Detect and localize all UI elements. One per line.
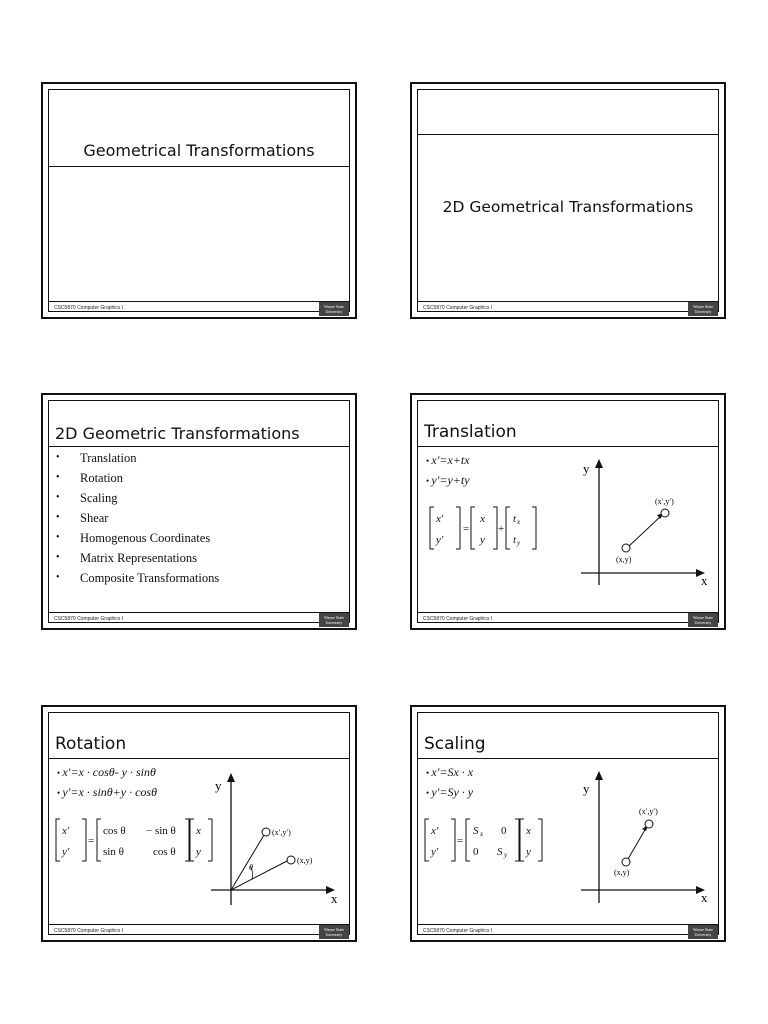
footer-rule (49, 924, 349, 925)
svg-text:cos θ: cos θ (103, 825, 126, 837)
equation-y: • y′=x · sinθ+y · cosθ (57, 785, 157, 800)
svg-text:S: S (497, 846, 503, 858)
slide-title: 2D Geometric Transformations (55, 424, 300, 443)
footer-rule (418, 924, 718, 925)
university-logo: Wayne State University (688, 613, 718, 627)
svg-text:x: x (196, 825, 201, 837)
svg-text:(x′,y′): (x′,y′) (655, 497, 674, 506)
svg-text:(x,y): (x,y) (616, 555, 632, 564)
university-logo: Wayne State University (688, 925, 718, 939)
list-item: • Shear (54, 508, 219, 528)
svg-text:y: y (583, 781, 590, 796)
equation-x: • x′=x · cosθ- y · sinθ (57, 765, 156, 780)
footer-text: CSC5870 Computer Graphics I (54, 616, 124, 622)
svg-text:y: y (196, 846, 201, 858)
slide-frame (417, 712, 719, 935)
svg-text:+: + (498, 523, 505, 535)
slide-frame (48, 400, 350, 623)
svg-text:t: t (513, 513, 517, 525)
footer-text: CSC5870 Computer Graphics I (423, 928, 493, 934)
svg-text:y: y (480, 534, 485, 546)
title-rule (418, 134, 718, 135)
svg-text:x': x' (431, 825, 439, 837)
slide-frame (417, 89, 719, 312)
svg-text:y: y (583, 461, 590, 476)
svg-text:x: x (701, 890, 708, 905)
university-logo: Wayne State University (319, 925, 349, 939)
slide-4-translation (410, 393, 726, 630)
svg-text:x: x (480, 830, 484, 838)
slide-6-scaling (410, 705, 726, 942)
svg-text:y: y (517, 539, 521, 547)
topic-list (54, 448, 219, 588)
svg-text:sin θ: sin θ (103, 846, 124, 858)
equation-x: • x′=x+tx (426, 453, 470, 468)
svg-text:cos θ: cos θ (153, 846, 176, 858)
slide-5-rotation (41, 705, 357, 942)
title-rule (49, 166, 349, 167)
university-logo: Wayne State University (319, 613, 349, 627)
svg-text:0: 0 (473, 846, 479, 858)
translation-diagram (573, 459, 713, 589)
svg-text:y': y' (62, 846, 70, 858)
university-logo: Wayne State University (319, 302, 349, 316)
list-item: • Matrix Representations (54, 548, 219, 568)
title-rule (49, 446, 349, 447)
slide-3 (41, 393, 357, 630)
slide-title: Translation (424, 422, 517, 442)
translation-matrix (428, 505, 538, 555)
slide-title: Rotation (55, 734, 127, 754)
list-item: • Rotation (54, 468, 219, 488)
svg-text:=: = (457, 835, 464, 847)
title-rule (49, 758, 349, 759)
list-item: • Scaling (54, 488, 219, 508)
svg-text:x: x (480, 513, 485, 525)
footer-rule (418, 612, 718, 613)
university-logo: Wayne State University (688, 302, 718, 316)
list-item: • Composite Transformations (54, 568, 219, 588)
slide-frame (48, 712, 350, 935)
svg-text:y: y (215, 778, 222, 793)
slide-1 (41, 82, 357, 319)
svg-text:x: x (701, 573, 708, 588)
svg-text:y': y' (436, 534, 444, 546)
equation-y: • y′=y+ty (426, 473, 470, 488)
list-item: • Homogenous Coordinates (54, 528, 219, 548)
svg-text:x': x' (436, 513, 444, 525)
equation-x: • x′=Sx · x (426, 765, 473, 780)
slide-title: Scaling (424, 734, 486, 754)
equation-y: • y′=Sy · y (426, 785, 473, 800)
title-rule (418, 758, 718, 759)
svg-text:y: y (526, 846, 531, 858)
footer-text: CSC5870 Computer Graphics I (423, 616, 493, 622)
slide-title: Geometrical Transformations (83, 141, 315, 160)
svg-text:x: x (331, 891, 338, 906)
slide-title: 2D Geometrical Transformations (442, 198, 694, 216)
footer-rule (49, 612, 349, 613)
footer-rule (418, 301, 718, 302)
rotation-diagram (207, 773, 347, 908)
slide-frame (417, 400, 719, 623)
svg-text:x: x (526, 825, 531, 837)
svg-text:=: = (88, 835, 95, 847)
footer-text: CSC5870 Computer Graphics I (54, 928, 124, 934)
svg-text:x': x' (62, 825, 70, 837)
slide-2 (410, 82, 726, 319)
footer-text: CSC5870 Computer Graphics I (423, 305, 493, 311)
svg-text:(x,y): (x,y) (614, 868, 630, 877)
svg-text:t: t (513, 534, 517, 546)
rotation-matrix (54, 817, 214, 867)
list-item: • Translation (54, 448, 219, 468)
svg-text:− sin θ: − sin θ (146, 825, 176, 837)
svg-text:S: S (473, 825, 479, 837)
svg-text:y: y (504, 851, 508, 859)
svg-text:y': y' (431, 846, 439, 858)
svg-text:(x,y): (x,y) (297, 856, 313, 865)
svg-text:=: = (463, 523, 470, 535)
footer-text: CSC5870 Computer Graphics I (54, 305, 124, 311)
svg-text:(x′,y′): (x′,y′) (272, 828, 291, 837)
scaling-diagram (573, 771, 713, 906)
svg-text:x: x (517, 518, 521, 526)
slide-frame (48, 89, 350, 312)
svg-text:0: 0 (501, 825, 507, 837)
scaling-matrix (423, 817, 543, 867)
footer-rule (49, 301, 349, 302)
svg-text:θ: θ (249, 863, 253, 872)
title-rule (418, 446, 718, 447)
svg-text:(x′,y′): (x′,y′) (639, 807, 658, 816)
